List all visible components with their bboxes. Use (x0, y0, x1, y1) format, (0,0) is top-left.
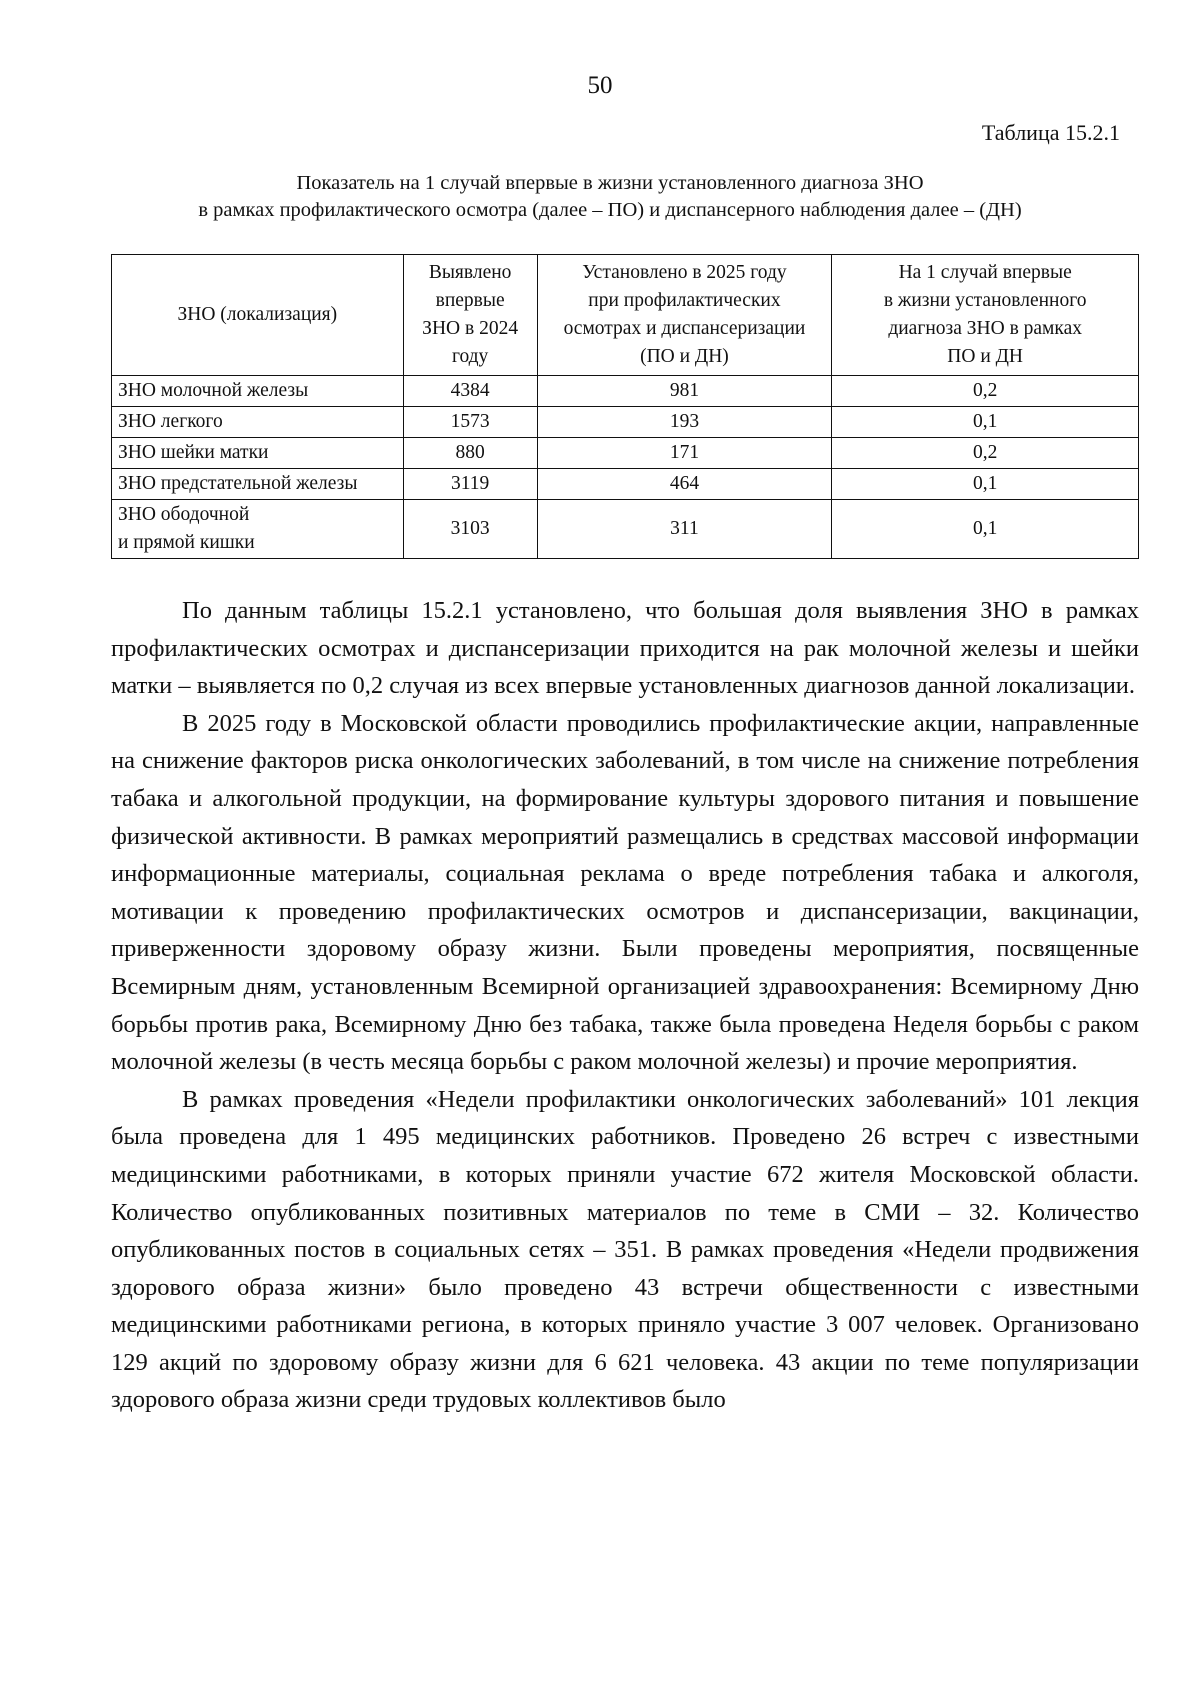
header-line: Выявлено (428, 262, 512, 283)
caption-line: в рамках профилактического осмотра (далее – ПО) и диспансерного наблюдения далее – (ДН) (198, 199, 1022, 221)
header-detected-2024 (403, 255, 537, 376)
cell-text: и прямой кишки (118, 532, 255, 553)
cell-established-2025: 171 (537, 438, 832, 469)
header-line: ПО и ДН (947, 346, 1024, 367)
cell-established-2025: 311 (537, 500, 832, 559)
cell-text: ЗНО предстательной железы (118, 473, 358, 494)
cell-text: ЗНО молочной железы (118, 380, 309, 401)
paragraph: По данным таблицы 15.2.1 установлено, что большая доля выявления ЗНО в рамках профилактических осмотрах и диспансеризации приходится на рак молочной железы и шейки матки – выявляется по 0,2 случая из всех впервые установленных диагнозов данной локализации. (111, 597, 1139, 700)
cell-established-2025: 464 (537, 469, 832, 500)
header-established-2025 (537, 255, 832, 376)
cell-localization (112, 407, 404, 438)
cell-per-case: 0,1 (832, 407, 1139, 438)
cell-detected-2024: 3103 (403, 500, 537, 559)
page-number: 50 (587, 72, 613, 99)
paragraph: В рамках проведения «Недели профилактики онкологических заболеваний» 101 лекция была проведена для 1 495 медицинских работников. Проведено 26 встреч с известными медицинскими работниками, в которых приняли участие 672 жителя Московской области. Количество опубликованных позитивных материалов по теме в СМИ – 32. Количество опубликованных постов в социальных сетях – 351. В рамках проведения «Недели продвижения здорового образа жизни» было проведено 43 встречи общественности с известными медицинскими работниками региона, в которых приняло участие 3 007 человек. Организовано 129 акций по здоровому образу жизни для 6 621 человека. 43 акции по теме популяризации здорового образа жизни среди трудовых коллективов было (111, 1085, 1139, 1414)
table-row (112, 376, 1139, 407)
cell-text: ЗНО шейки матки (118, 442, 269, 463)
zno-table (111, 254, 1139, 559)
header-line: осмотрах и диспансеризации (563, 318, 806, 339)
cell-established-2025: 193 (537, 407, 832, 438)
table-row (112, 500, 1139, 559)
header-line: На 1 случай впервые (898, 262, 1072, 283)
table-row (112, 438, 1139, 469)
header-line: ЗНО (локализация) (177, 304, 338, 325)
header-line: в жизни установленного (883, 290, 1087, 311)
header-localization (112, 255, 404, 376)
cell-detected-2024: 3119 (403, 469, 537, 500)
header-line: году (451, 346, 489, 367)
cell-per-case: 0,1 (832, 500, 1139, 559)
header-line: при профилактических (588, 290, 781, 311)
header-line: (ПО и ДН) (640, 346, 729, 367)
cell-detected-2024: 4384 (403, 376, 537, 407)
cell-per-case: 0,1 (832, 469, 1139, 500)
header-line: ЗНО в 2024 (422, 318, 519, 339)
paragraph: В 2025 году в Московской области проводились профилактические акции, направленные на снижение факторов риска онкологических заболеваний, в том числе на снижение потребления табака и алкогольной продукции, на формирование культуры здорового питания и повышение физической активности. В рамках мероприятий размещались в средствах массовой информации информационные материалы, социальная реклама о вреде потребления табака и алкоголя, мотивации к проведению профилактических осмотров и диспансеризации, вакцинации, приверженности здоровому образу жизни. Были проведены мероприятия, посвященные Всемирным дням, установленным Всемирной организацией здравоохранения: Всемирному Дню борьбы против рака, Всемирному Дню без табака, также была проведена Неделя борьбы с раком молочной железы (в честь месяца борьбы с раком молочной железы) и прочие мероприятия. (111, 709, 1139, 1076)
table-row (112, 407, 1139, 438)
table-caption (110, 170, 1110, 224)
cell-per-case: 0,2 (832, 438, 1139, 469)
table-header-row (112, 255, 1139, 376)
table-row (112, 469, 1139, 500)
header-line: Установлено в 2025 году (582, 262, 787, 283)
cell-established-2025: 981 (537, 376, 832, 407)
cell-localization (112, 469, 404, 500)
header-line: впервые (435, 290, 505, 311)
cell-localization (112, 500, 404, 559)
caption-line: Показатель на 1 случай впервые в жизни установленного диагноза ЗНО (296, 172, 924, 194)
cell-localization (112, 376, 404, 407)
body-text (111, 592, 1139, 1419)
cell-text: ЗНО ободочной (118, 504, 250, 525)
cell-per-case: 0,2 (832, 376, 1139, 407)
table-number: Таблица 15.2.1 (981, 120, 1120, 145)
cell-detected-2024: 1573 (403, 407, 537, 438)
cell-text: ЗНО легкого (118, 411, 223, 432)
cell-localization (112, 438, 404, 469)
header-per-case (832, 255, 1139, 376)
cell-detected-2024: 880 (403, 438, 537, 469)
header-line: диагноза ЗНО в рамках (888, 318, 1082, 339)
